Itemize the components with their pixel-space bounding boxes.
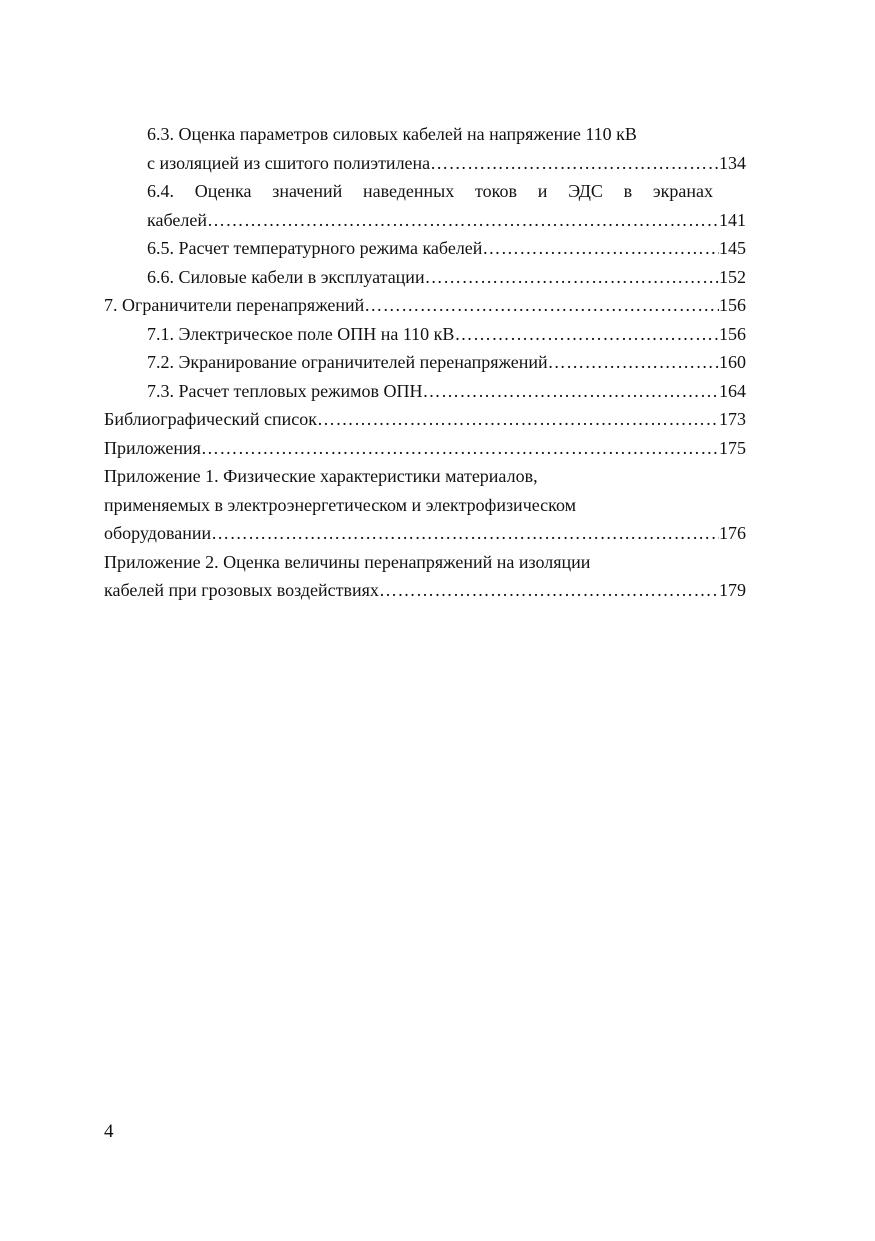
toc-entry-7 (104, 291, 746, 320)
dot-leader (482, 234, 719, 263)
table-of-contents (104, 120, 746, 605)
toc-entry-text: 7.3. Расчет тепловых режимов ОПН (147, 380, 423, 401)
toc-entry-6-5 (147, 234, 746, 263)
dot-leader (423, 377, 719, 406)
toc-entry-appendix-1-line3 (104, 519, 746, 548)
toc-entry-text: 6.5. Расчет температурного режима кабелей (147, 238, 483, 258)
toc-entry-appendix-1-line2 (104, 491, 746, 520)
dot-leader (207, 206, 719, 235)
toc-entry-6-3-line1 (147, 120, 746, 149)
dot-leader (211, 519, 719, 548)
toc-entry-text: Приложения (104, 437, 201, 458)
toc-entry-appendices (104, 434, 746, 463)
toc-page-number: 156 (719, 323, 746, 344)
toc-entry-text: 6.3. Оценка параметров силовых кабелей на напряжение 110 кВ (147, 124, 637, 144)
toc-page-number: 152 (719, 266, 746, 287)
toc-entry-7-3 (147, 377, 746, 406)
toc-entry-text: оборудовании (104, 523, 212, 543)
toc-entry-appendix-2-line1 (104, 548, 746, 577)
toc-entry-text: 6.6. Силовые кабели в эксплуатации (147, 266, 425, 287)
toc-entry-text: кабелей при грозовых воздействиях (104, 580, 379, 600)
toc-page-number: 176 (719, 523, 746, 543)
dot-leader (201, 434, 719, 463)
toc-page-number: 160 (719, 352, 746, 372)
dot-leader (425, 263, 719, 292)
toc-entry-text: Приложение 1. Физические характеристики материалов, (104, 466, 538, 486)
toc-page-number: 134 (719, 152, 746, 173)
page-number: 4 (104, 1121, 114, 1142)
dot-leader (379, 576, 719, 605)
toc-entry-appendix-1-line1 (104, 462, 746, 491)
toc-entry-6-3-line2 (147, 149, 746, 178)
toc-entry-text: 7.1. Электрическое поле ОПН на 110 кВ (147, 323, 455, 344)
toc-page-number: 175 (719, 437, 746, 458)
toc-entry-text: кабелей (147, 209, 207, 230)
toc-entry-7-2 (147, 348, 746, 377)
toc-entry-bibliography (104, 405, 746, 434)
toc-entry-text: 7.2. Экранирование ограничителей перенапряжений (147, 352, 548, 372)
toc-page-number: 179 (719, 580, 746, 600)
toc-entry-text: Библиографический список (104, 409, 317, 429)
toc-entry-text: 7. Ограничители перенапряжений (104, 295, 365, 315)
toc-page-number: 156 (719, 295, 746, 315)
dot-leader (454, 320, 719, 349)
toc-page-number: 164 (719, 380, 746, 401)
toc-entry-text: Приложение 2. Оценка величины перенапряжений на изоляции (104, 551, 591, 572)
dot-leader (364, 291, 719, 320)
toc-entry-7-1 (147, 320, 746, 349)
toc-entry-6-6 (147, 263, 746, 292)
dot-leader (430, 149, 719, 178)
toc-entry-6-4-line2 (147, 206, 746, 235)
toc-page-number: 145 (719, 238, 746, 258)
toc-entry-6-4-line1: 6.4. Оценка значений наведенных токов и ЭДС в экранах (147, 181, 713, 201)
toc-entry-appendix-2-line2 (104, 576, 746, 605)
dot-leader (317, 405, 719, 434)
toc-entry-text: применяемых в электроэнергетическом и электрофизическом (104, 494, 577, 515)
toc-page-number: 173 (719, 409, 746, 429)
toc-entry-text: с изоляцией из сшитого полиэтилена (147, 152, 431, 173)
dot-leader (548, 348, 719, 377)
toc-page-number: 141 (719, 209, 746, 230)
